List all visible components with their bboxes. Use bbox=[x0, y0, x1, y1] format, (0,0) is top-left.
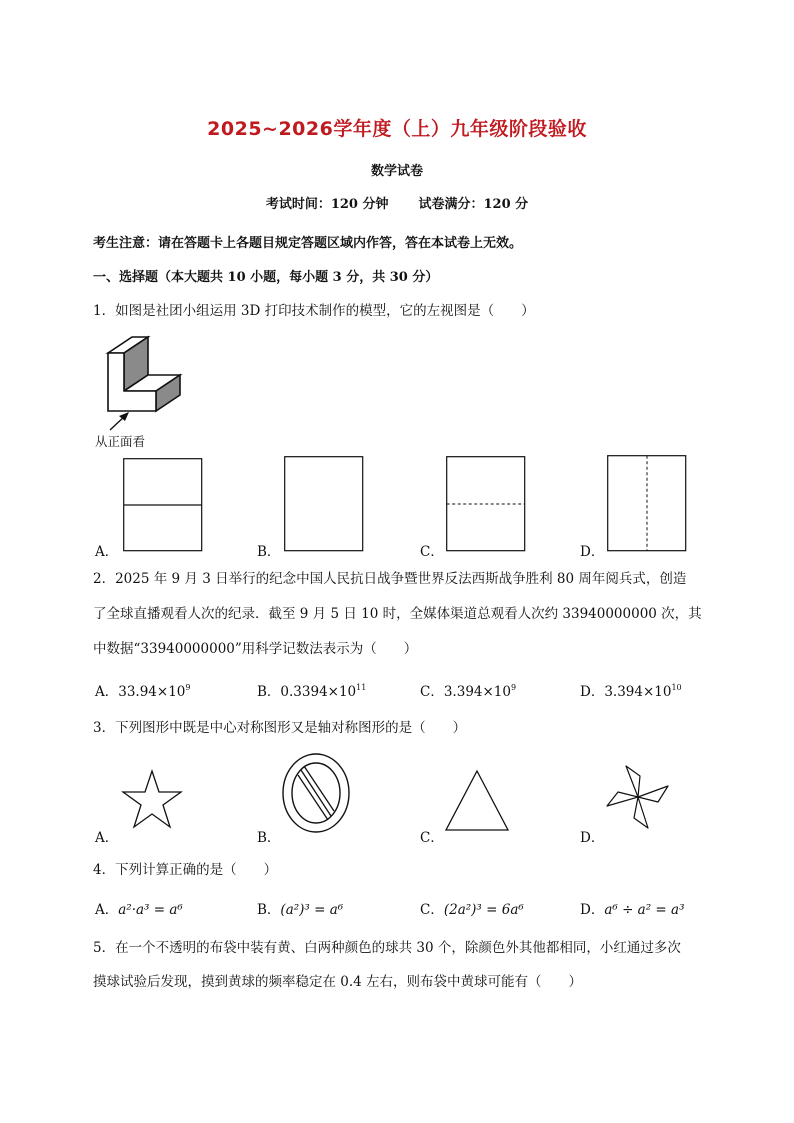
exam-info bbox=[0, 193, 794, 212]
q2-option-a-exp: 9 bbox=[185, 683, 191, 692]
q3-option-a-star-icon bbox=[122, 770, 182, 832]
q1-option-b-label: B． bbox=[257, 544, 281, 560]
q1-option-a-figure bbox=[123, 458, 203, 552]
q4-option-b-expr: (a²)³ = a⁶ bbox=[280, 902, 344, 918]
q2-stem-line1: 2．2025 年 9 月 3 日举行的纪念中国人民抗日战争暨世界反法西斯战争胜利 80 周年阅兵式，创造 bbox=[93, 571, 687, 587]
q4-stem: 4．下列计算正确的是（ ） bbox=[93, 862, 278, 878]
q3-option-d-pinwheel-icon bbox=[604, 762, 672, 832]
q4-option-c bbox=[420, 898, 524, 918]
q4-option-d bbox=[580, 898, 685, 918]
q4-option-d-expr: a⁶ ÷ a² = a³ bbox=[604, 902, 685, 918]
q2-option-b bbox=[257, 680, 366, 700]
q4-option-a-expr: a²·a³ = a⁶ bbox=[118, 902, 183, 918]
q2-option-c-label: C． bbox=[420, 684, 444, 700]
front-view-label: 从正面看 bbox=[95, 434, 146, 449]
q4-option-c-expr: (2a²)³ = 6a⁶ bbox=[443, 902, 524, 918]
q3-option-b-prohibition-icon bbox=[281, 752, 351, 834]
q4-option-c-label: C． bbox=[420, 902, 444, 918]
q2-option-a bbox=[95, 680, 190, 700]
q5-stem-line1: 5．在一个不透明的布袋中装有黄、白两种颜色的球共 30 个，除颜色外其他都相同，小红通过多次 bbox=[93, 940, 681, 956]
q1-model-figure bbox=[96, 335, 191, 435]
exam-time: 考试时间：120 分钟 bbox=[265, 197, 389, 212]
q5-stem-line2: 摸球试验后发现，摸到黄球的频率稳定在 0.4 左右，则布袋中黄球可能有（ ） bbox=[93, 974, 583, 990]
q4-option-b-label: B． bbox=[257, 902, 281, 918]
q4-option-a bbox=[95, 898, 183, 918]
q1-option-d-figure bbox=[607, 455, 687, 552]
exam-title: 2025~2026学年度（上）九年级阶段验收 bbox=[207, 118, 587, 140]
q4-option-b bbox=[257, 898, 343, 918]
q1-option-b-figure bbox=[284, 456, 364, 552]
q2-option-b-base: 0.3394×10 bbox=[280, 684, 357, 700]
q2-option-c-exp: 9 bbox=[510, 683, 517, 692]
q3-option-a-label: A． bbox=[95, 830, 119, 846]
q3-option-d-label: D． bbox=[580, 830, 605, 846]
q1-option-a-label: A． bbox=[95, 544, 119, 560]
q2-option-d bbox=[580, 680, 682, 700]
q4-option-d-label: D． bbox=[580, 902, 605, 918]
q1-option-d-label: D． bbox=[580, 544, 605, 560]
q2-option-d-label: D． bbox=[580, 684, 605, 700]
q4-option-a-label: A． bbox=[95, 902, 119, 918]
q1-option-c-label: C． bbox=[420, 544, 444, 560]
section-heading: 一、选择题（本大题共 10 小题，每小题 3 分，共 30 分） bbox=[93, 270, 439, 285]
q2-stem-line3: 中数据“33940000000”用科学记数法表示为（ ） bbox=[93, 641, 418, 657]
notice: 考生注意：请在答题卡上各题目规定答题区域内作答，答在本试卷上无效。 bbox=[93, 236, 523, 251]
q1-stem: 1．如图是社团小组运用 3D 打印技术制作的模型，它的左视图是（ ） bbox=[93, 303, 535, 319]
q3-stem: 3．下列图形中既是中心对称图形又是轴对称图形的是（ ） bbox=[93, 720, 467, 736]
q2-option-b-exp: 11 bbox=[356, 683, 367, 692]
q1-option-c-figure bbox=[446, 456, 526, 552]
q2-option-c bbox=[420, 680, 516, 700]
q3-option-c-triangle-icon bbox=[444, 770, 510, 832]
q2-option-a-label: A． bbox=[95, 684, 119, 700]
q2-option-b-label: B． bbox=[257, 684, 281, 700]
q2-option-a-base: 33.94×10 bbox=[118, 684, 186, 700]
q2-stem-line2: 了全球直播观看人次的纪录．截至 9 月 5 日 10 时，全媒体渠道总观看人次约 33940000000 次，其 bbox=[93, 606, 702, 622]
q2-option-c-base: 3.394×10 bbox=[443, 684, 511, 700]
q3-option-b-label: B． bbox=[257, 830, 281, 846]
q3-option-c-label: C． bbox=[420, 830, 444, 846]
q2-option-d-base: 3.394×10 bbox=[604, 684, 672, 700]
full-score: 试卷满分：120 分 bbox=[418, 197, 529, 212]
exam-subtitle: 数学试卷 bbox=[370, 164, 423, 179]
q2-option-d-exp: 10 bbox=[671, 683, 682, 692]
